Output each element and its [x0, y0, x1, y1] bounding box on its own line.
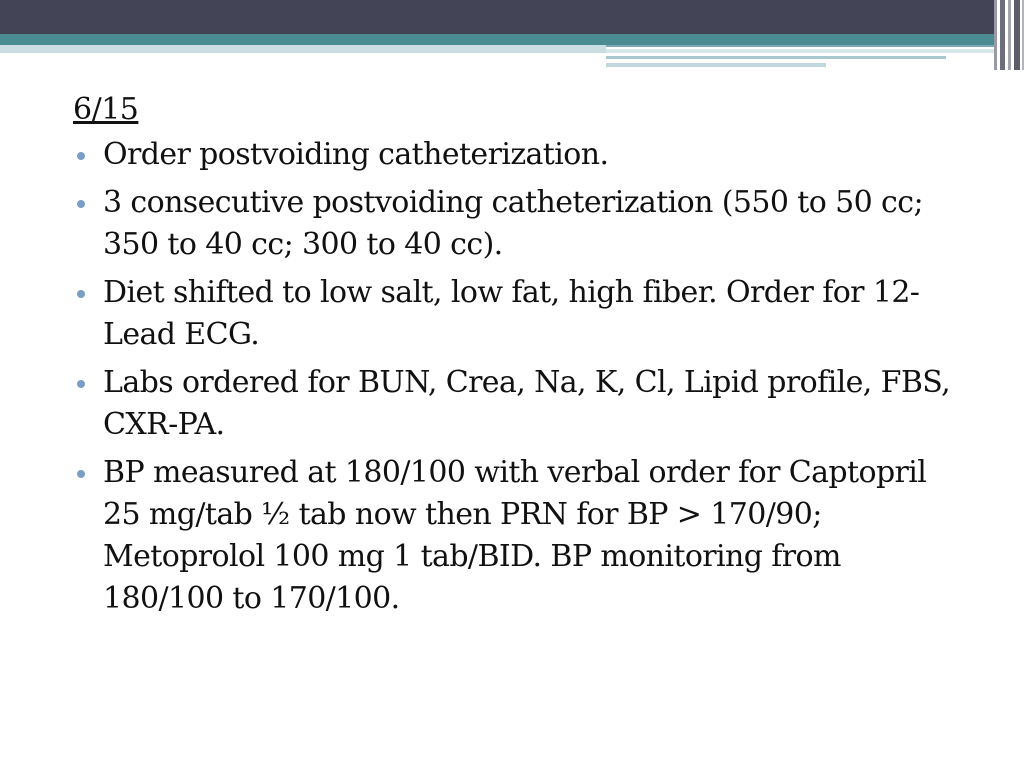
- header-band-teal: [0, 34, 1024, 45]
- header-line: [606, 56, 946, 59]
- bullet-text: Diet shifted to low salt, low fat, high fiber. Order for 12-Lead ECG.: [103, 275, 920, 352]
- corner-stripe: [1000, 0, 1005, 70]
- bullet-dot-icon: [77, 470, 85, 478]
- bullet-text: BP measured at 180/100 with verbal order for Captopril 25 mg/tab ½ tab now then PRN for BP > 170/90; Metoprolol 100 mg 1 tab/BID. BP monitoring from 180/100 to 170/100.: [103, 455, 927, 616]
- bullet-dot-icon: [77, 290, 85, 298]
- header-line: [606, 45, 999, 47]
- bullet-text: Labs ordered for BUN, Crea, Na, K, Cl, Lipid profile, FBS, CXR-PA.: [103, 365, 951, 442]
- bullet-text: Order postvoiding catheterization.: [103, 137, 609, 172]
- bullet-item: [73, 272, 953, 356]
- bullet-item: [73, 452, 953, 620]
- bullet-item: [73, 182, 953, 266]
- header-band-light: [0, 45, 608, 53]
- bullet-dot-icon: [77, 152, 85, 160]
- bullet-dot-icon: [77, 200, 85, 208]
- corner-stripe: [1008, 0, 1011, 70]
- bullet-item: [73, 134, 953, 176]
- header-band-dark: [0, 0, 1024, 34]
- header-line: [606, 49, 999, 53]
- corner-stripes: [994, 0, 1024, 70]
- corner-stripe: [994, 0, 997, 70]
- corner-stripe: [1014, 0, 1020, 70]
- slide-content: [73, 90, 973, 626]
- bullet-dot-icon: [77, 380, 85, 388]
- bullet-list: [73, 134, 973, 620]
- date-heading: 6/15: [73, 92, 139, 127]
- bullet-text: 3 consecutive postvoiding catheterization (550 to 50 cc; 350 to 40 cc; 300 to 40 cc).: [103, 185, 923, 262]
- bullet-item: [73, 362, 953, 446]
- header-line: [606, 63, 826, 67]
